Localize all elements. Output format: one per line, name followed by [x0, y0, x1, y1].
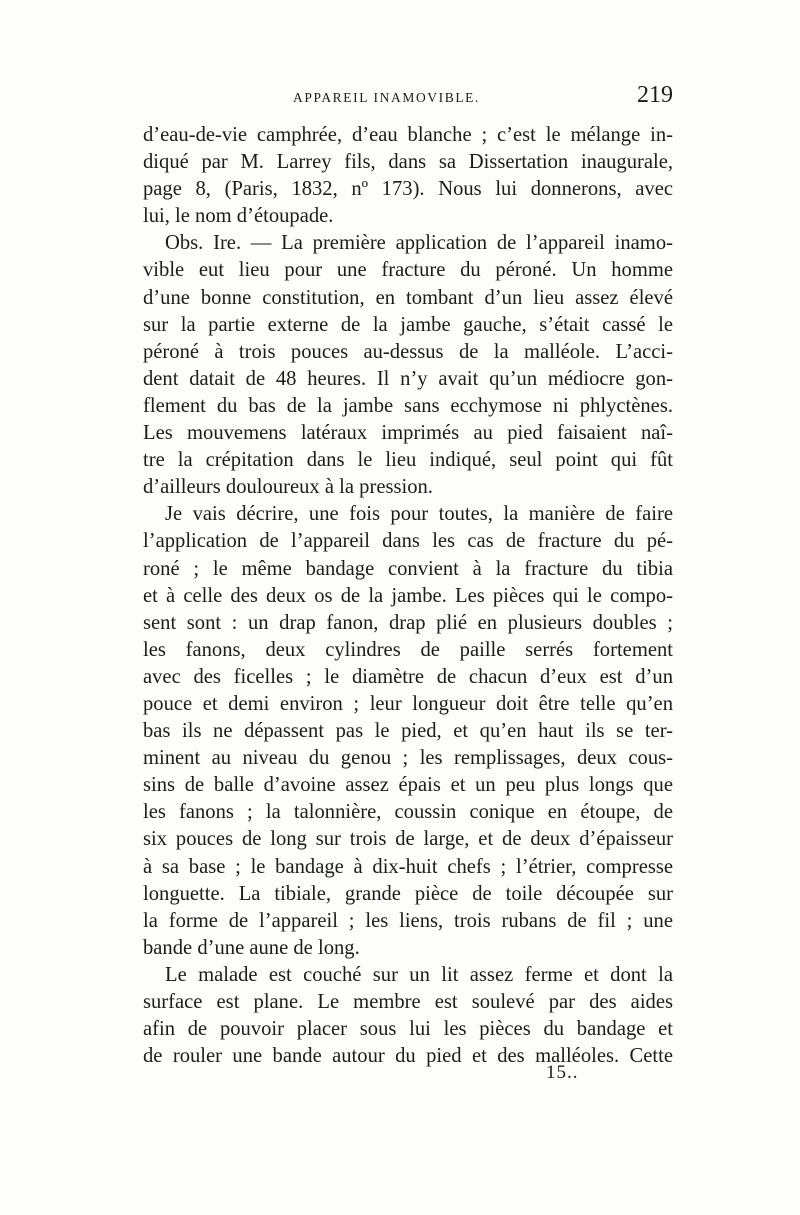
text-line: d’une bonne constitution, en tombant d’un lieu assez élevé [143, 286, 673, 309]
text-line: lui, le nom d’étoupade. [143, 205, 334, 228]
page-number: 219 [637, 82, 673, 108]
text-line: sins de balle d’avoine assez épais et un peu plus longs que [143, 774, 673, 797]
text-line: longuette. La tibiale, grande pièce de toile découpée sur [143, 882, 673, 905]
text-line: afin de pouvoir placer sous lui les pièces du bandage et [143, 1018, 673, 1041]
text-line: tre la crépitation dans le lieu indiqué, seul point qui fût [143, 449, 673, 472]
text-line: l’application de l’appareil dans les cas de fracture du pé- [143, 530, 673, 553]
text-line: la forme de l’appareil ; les liens, trois rubans de fil ; une [143, 909, 673, 932]
text-line: d’eau-de-vie camphrée, d’eau blanche ; c’est le mélange in- [143, 124, 673, 146]
text-line: péroné à trois pouces au-dessus de la malléole. L’acci- [143, 340, 673, 363]
body-text [143, 122, 673, 1070]
text-line: les fanons ; la talonnière, coussin conique en étoupe, de [143, 801, 673, 824]
text-line: bande d’une aune de long. [143, 936, 360, 959]
text-line: minent au niveau du genou ; les remplissages, deux cous- [143, 747, 673, 770]
text-line: sur la partie externe de la jambe gauche, s’était cassé le [143, 313, 673, 336]
text-line: diqué par M. Larrey fils, dans sa Dissertation inaugurale, [143, 151, 673, 174]
text-line: bas ils ne dépassent pas le pied, et qu’en haut ils se ter- [143, 720, 673, 743]
running-head: APPAREIL INAMOVIBLE. [293, 90, 481, 105]
text-line: roné ; le même bandage convient à la fracture du tibia [143, 557, 673, 580]
text-line: dent datait de 48 heures. Il n’y avait qu’un médiocre gon- [143, 367, 673, 390]
text-line: et à celle des deux os de la jambe. Les pièces qui le compo- [143, 584, 673, 607]
text-line: surface est plane. Le membre est soulevé par des aides [143, 991, 673, 1013]
page-header [143, 82, 673, 116]
text-line: pouce et demi environ ; leur longueur doit être telle qu’en [143, 692, 673, 715]
text-line: Le malade est couché sur un lit assez ferme et dont la [165, 963, 673, 986]
text-line: flement du bas de la jambe sans ecchymose ni phlyctènes. [143, 394, 673, 417]
text-line: avec des ficelles ; le diamètre de chacun d’eux est d’un [143, 665, 673, 688]
text-line: vible eut lieu pour une fracture du péroné. Un homme [143, 259, 673, 282]
page-footer [143, 1062, 673, 1092]
text-line: de rouler une bande autour du pied et des malléoles. Cette [143, 1045, 673, 1068]
text-line: page 8, (Paris, 1832, nº 173). Nous lui donnerons, avec [143, 178, 673, 201]
signature-mark: 15.. [546, 1062, 579, 1083]
text-line: Les mouvemens latéraux imprimés au pied faisaient naî- [143, 422, 673, 445]
text-line: d’ailleurs douloureux à la pression. [143, 476, 433, 499]
text-line: Je vais décrire, une fois pour toutes, la manière de faire [165, 503, 673, 526]
text-line: Obs. Ire. — La première application de l’appareil inamo- [165, 232, 673, 255]
text-line: les fanons, deux cylindres de paille serrés fortement [143, 638, 673, 661]
text-line: six pouces de long sur trois de large, et de deux d’épaisseur [143, 828, 673, 851]
text-line: sent sont : un drap fanon, drap plié en plusieurs doubles ; [143, 611, 673, 634]
text-line: à sa base ; le bandage à dix-huit chefs ; l’étrier, compresse [143, 855, 673, 878]
